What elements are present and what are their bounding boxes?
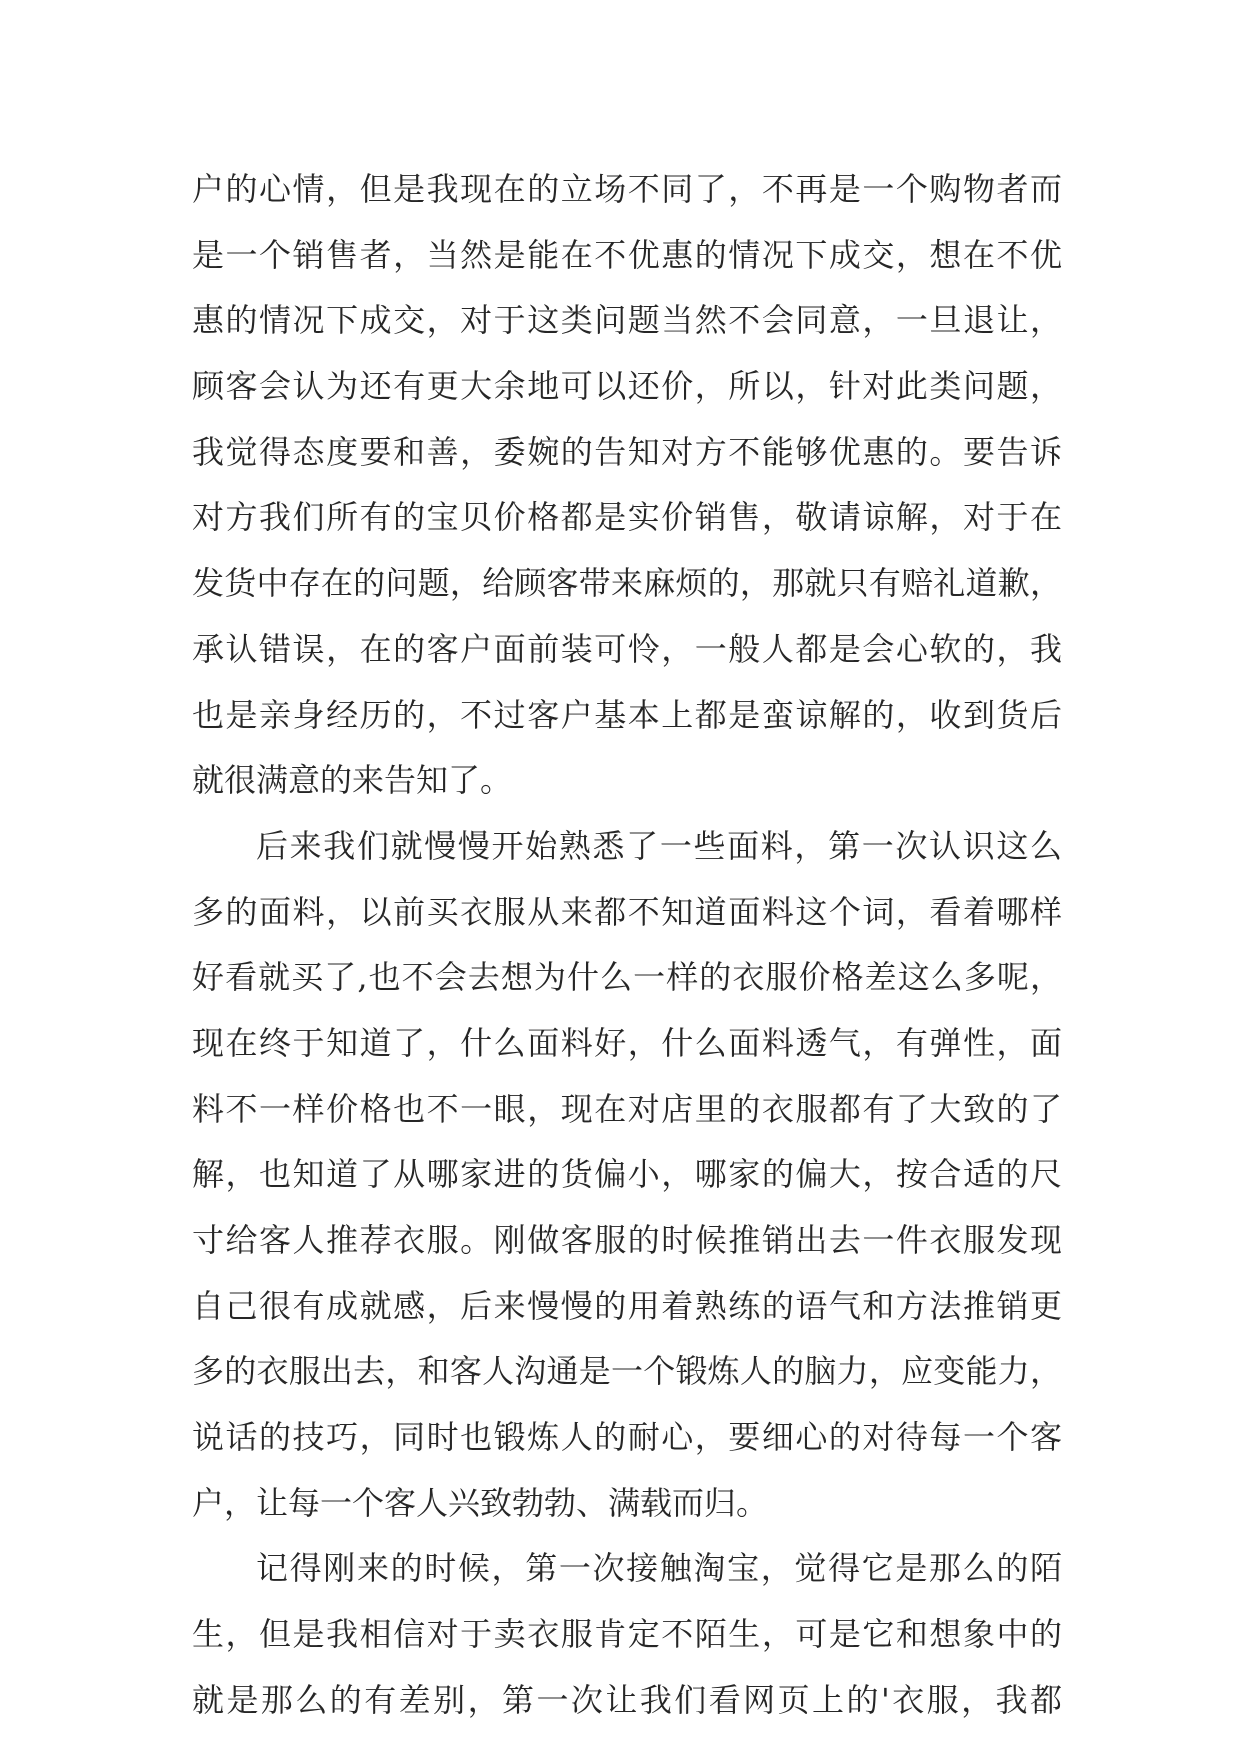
text-line: 户，让每一个客人兴致勃勃、满载而归。 bbox=[192, 1483, 769, 1522]
text-line: 解，也知道了从哪家进的货偏小，哪家的偏大，按合适的尺 bbox=[192, 1155, 1062, 1194]
text-line: 也是亲身经历的，不过客户基本上都是蛮谅解的，收到货后 bbox=[192, 695, 1062, 734]
text-line: 说话的技巧，同时也锻炼人的耐心，要细心的对待每一个客 bbox=[192, 1418, 1062, 1457]
text-line: 对方我们所有的宝贝价格都是实价销售，敬请谅解，对于在 bbox=[192, 498, 1062, 537]
text-line: 料不一样价格也不一眼，现在对店里的衣服都有了大致的了 bbox=[192, 1089, 1062, 1128]
text-line: 后来我们就慢慢开始熟悉了一些面料，第一次认识这么 bbox=[256, 826, 1062, 865]
text-line: 就很满意的来告知了。 bbox=[192, 761, 513, 800]
text-line: 现在终于知道了，什么面料好，什么面料透气，有弹性，面 bbox=[192, 1023, 1062, 1062]
text-line: 发货中存在的问题，给顾客带来麻烦的，那就只有赔礼道歉， bbox=[192, 564, 1062, 603]
text-line: 多的衣服出去，和客人沟通是一个锻炼人的脑力，应变能力， bbox=[192, 1352, 1062, 1391]
text-line: 好看就买了,也不会去想为什么一样的衣服价格差这么多呢， bbox=[192, 958, 1062, 997]
text-line: 承认错误，在的客户面前装可怜，一般人都是会心软的，我 bbox=[192, 629, 1062, 668]
paragraph-1 bbox=[192, 157, 1062, 814]
text-line: 记得刚来的时候，第一次接触淘宝，觉得它是那么的陌 bbox=[256, 1549, 1062, 1588]
paragraph-2 bbox=[192, 814, 1062, 1537]
text-line: 惠的情况下成交，对于这类问题当然不会同意，一旦退让， bbox=[192, 301, 1062, 340]
body-text bbox=[192, 157, 1062, 1734]
text-line: 寸给客人推荐衣服。刚做客服的时候推销出去一件衣服发现 bbox=[192, 1221, 1062, 1259]
text-line: 顾客会认为还有更大余地可以还价，所以，针对此类问题， bbox=[192, 367, 1062, 406]
text-line: 就是那么的有差别，第一次让我们看网页上的'衣服，我都 bbox=[192, 1680, 1062, 1719]
paragraph-3 bbox=[192, 1536, 1062, 1733]
text-line: 生，但是我相信对于卖衣服肯定不陌生，可是它和想象中的 bbox=[192, 1615, 1062, 1654]
text-line: 户的心情，但是我现在的立场不同了，不再是一个购物者而 bbox=[192, 170, 1062, 208]
text-line: 多的面料，以前买衣服从来都不知道面料这个词，看着哪样 bbox=[192, 892, 1062, 931]
text-line: 自己很有成就感，后来慢慢的用着熟练的语气和方法推销更 bbox=[192, 1286, 1062, 1325]
text-line: 是一个销售者，当然是能在不优惠的情况下成交，想在不优 bbox=[192, 235, 1062, 274]
text-line: 我觉得态度要和善，委婉的告知对方不能够优惠的。要告诉 bbox=[192, 432, 1062, 471]
